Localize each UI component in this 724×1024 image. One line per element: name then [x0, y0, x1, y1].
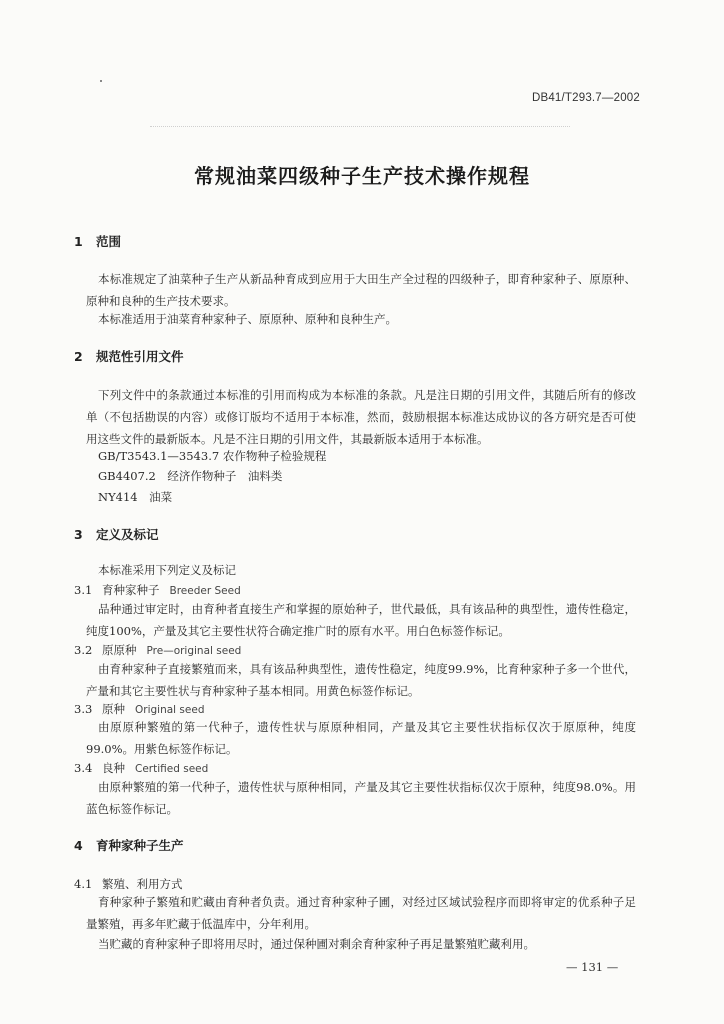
subsection-title: 繁殖、利用方式: [102, 877, 183, 891]
definition-heading: [74, 760, 208, 776]
section-2-heading: [74, 347, 184, 365]
section-4-paragraph-1: 育种家种子繁殖和贮藏由育种者负责。通过育种家种子圃，对经过区域试验程序而即将审定的优系种子足量繁殖，再多年贮藏于低温库中，分年利用。: [86, 895, 636, 931]
subsection-heading: [74, 876, 183, 892]
definition-term: 育种家种子: [102, 583, 160, 597]
definition-number: 3.3: [74, 702, 93, 716]
definition-number: 3.1: [74, 583, 93, 597]
reference-item: NY414 油菜: [98, 490, 173, 504]
section-title: 规范性引用文件: [96, 349, 184, 364]
definition-text: 品种通过审定时，由育种者直接生产和掌握的原始种子，世代最低，具有该品种的典型性，遗传性稳定，纯度100%，产量及其它主要性状符合确定推广时的原有水平。用白色标签作标记。: [86, 602, 636, 638]
definition-heading: [74, 701, 204, 717]
section-title: 范围: [96, 234, 122, 249]
definition-number: 3.4: [74, 761, 93, 775]
section-title: 育种家种子生产: [96, 838, 184, 853]
standard-code: DB41/T293.7—2002: [531, 92, 640, 104]
section-title: 定义及标记: [96, 527, 159, 542]
section-4-paragraph-2: 当贮藏的育种家种子即将用尽时，通过保种圃对剩余育种家种子再足量繁殖贮藏利用。: [98, 937, 535, 951]
definition-term: 原原种: [102, 643, 137, 657]
section-number: 1: [74, 234, 83, 249]
definition-text: 由育种家种子直接繁殖而来，具有该品种典型性，遗传性稳定，纯度99.9%，比育种家种子多一个世代，产量和其它主要性状与育种家种子基本相同。用黄色标签作标记。: [86, 662, 636, 698]
document-title: 常规油菜四级种子生产技术操作规程: [194, 164, 530, 188]
section-2-paragraph: 下列文件中的条款通过本标准的引用而构成为本标准的条款。凡是注日期的引用文件，其随后所有的修改单（不包括勘误的内容）或修订版均不适用于本标准，然而，鼓励根据本标准达成协议的各方研究是否可使用这些文件的最新版本。凡是不注日期的引用文件，其最新版本适用于本标准。: [86, 388, 636, 446]
section-3-heading: [74, 525, 159, 543]
scan-speck: [100, 80, 102, 82]
definition-term-en: Original seed: [135, 704, 205, 716]
section-number: 3: [74, 527, 83, 542]
definition-text: 由原种繁殖的第一代种子，遗传性状与原种相同，产量及其它主要性状指标仅次于原种，纯度98.0%。用蓝色标签作标记。: [86, 780, 636, 816]
definition-number: 3.2: [74, 643, 93, 657]
section-number: 2: [74, 349, 83, 364]
reference-item: GB/T3543.1—3543.7 农作物种子检验规程: [98, 449, 327, 463]
definition-term: 原种: [102, 702, 125, 716]
section-1-paragraph-1: 本标准规定了油菜种子生产从新品种育成到应用于大田生产全过程的四级种子，即育种家种子、原原种、原种和良种的生产技术要求。: [86, 272, 636, 308]
definition-heading: [74, 582, 241, 598]
section-number: 4: [74, 838, 83, 853]
section-3-intro: 本标准采用下列定义及标记: [98, 563, 236, 577]
section-4-heading: [74, 836, 184, 854]
definition-term-en: Certified seed: [135, 763, 209, 775]
reference-item: GB4407.2 经济作物种子 油料类: [98, 469, 283, 483]
header-rule: [150, 126, 570, 127]
subsection-number: 4.1: [74, 877, 93, 891]
section-1-paragraph-2: 本标准适用于油菜育种家种子、原原种、原种和良种生产。: [98, 312, 397, 326]
definition-term: 良种: [102, 761, 125, 775]
definition-term-en: Breeder Seed: [169, 585, 241, 597]
page-number: — 131 —: [566, 960, 619, 974]
section-1-heading: [74, 232, 121, 250]
definition-term-en: Pre—original seed: [146, 645, 242, 657]
definition-text: 由原原种繁殖的第一代种子，遗传性状与原原种相同，产量及其它主要性状指标仅次于原原种，纯度99.0%。用紫色标签作标记。: [86, 720, 636, 756]
definition-heading: [74, 642, 241, 658]
